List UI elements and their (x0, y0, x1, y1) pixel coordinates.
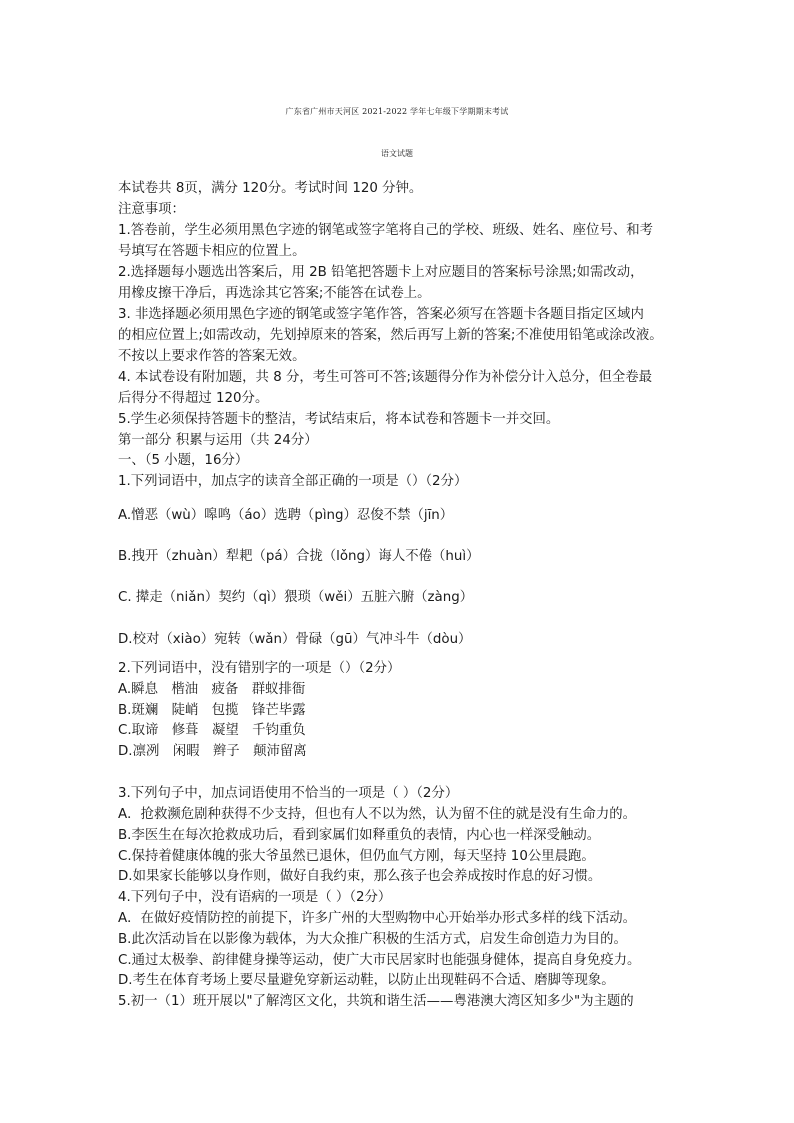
question-3-option-d: D.如果家长能够以身作则，做好自我约束，那么孩子也会养成按时作息的好习惯。 (118, 869, 602, 884)
part-1-heading: 第一部分 积累与运用（共 24分） (118, 433, 318, 448)
question-3-option-a: A．抢救濒危剧种获得不少支持，但也有人不以为然，认为留不住的就是没有生命力的。 (118, 807, 637, 822)
question-2: 2.下列词语中，没有错别字的一项是（）（2分） (118, 661, 401, 676)
question-4-option-c: C.通过太极拳、韵律健身操等运动，使广大市民居家时也能强身健体，提高自身免疫力。 (118, 953, 641, 968)
notice-3-line-3: 不按以上要求作答的答案无效。 (118, 349, 306, 364)
question-4-option-a: A．在做好疫情防控的前提下，许多广州的大型购物中心开始举办形式多样的线下活动。 (118, 911, 637, 926)
exam-title: 广东省广州市天河区 2021-2022 学年七年级下学期期末考试 (285, 107, 509, 116)
notice-2-line-2: 用橡皮擦干净后，再选涂其它答案;不能答在试卷上。 (118, 286, 431, 301)
question-4-option-b: B.此次活动旨在以影像为载体，为大众推广积极的生活方式，启发生命创造力为目的。 (118, 932, 627, 947)
question-4-option-d: D.考生在体育考场上要尽量避免穿新运动鞋，以防止出现鞋码不合适、磨脚等现象。 (118, 973, 615, 988)
exam-subtitle: 语文试题 (381, 149, 413, 158)
question-4: 4.下列句子中，没有语病的一项是（ ）（2分） (118, 890, 392, 905)
question-1: 1.下列词语中，加点字的读音全部正确的一项是（）（2分） (118, 474, 468, 489)
question-3: 3.下列句子中，加点词语使用不恰当的一项是（ ）（2分） (118, 786, 459, 801)
notice-4-line-2: 后得分不得超过 120分。 (118, 391, 269, 406)
notice-1-line-2: 号填写在答题卡相应的位置上。 (118, 244, 306, 259)
question-3-option-b: B.李医生在每次抢救成功后，看到家属们如释重负的表情，内心也一样深受触动。 (118, 828, 601, 843)
question-1-option-b: B.拽开（zhuàn）犁耙（pá）合拢（lǒng）诲人不倦（huì） (118, 549, 480, 564)
notice-4-line-1: 4. 本试卷设有附加题，共 8 分，考生可答可不答;该题得分作为补偿分计入总分，但全卷最 (118, 370, 653, 385)
notice-5: 5.学生必须保持答题卡的整洁，考试结束后，将本试卷和答题卡一并交回。 (118, 412, 560, 427)
question-1-option-a: A.憎恶（wù）嗥鸣（áo）选聘（pìng）忍俊不禁（jīn） (118, 508, 454, 523)
question-1-option-d: D.校对（xiào）宛转（wǎn）骨碌（gū）气冲斗牛（dòu） (118, 632, 472, 647)
question-3-option-c: C.保持着健康体魄的张大爷虽然已退休，但仍血气方刚，每天坚持 10公里晨跑。 (118, 849, 595, 864)
notice-2-line-1: 2.选择题每小题选出答案后，用 2B 铅笔把答题卡上对应题目的答案标号涂黑;如需改动， (118, 265, 644, 280)
exam-info: 本试卷共 8页，满分 120分。考试时间 120 分钟。 (118, 181, 423, 196)
notice-3-line-1: 3. 非选择题必须用黑色字迹的钢笔或签字笔作答，答案必须写在答题卡各题目指定区域内 (118, 307, 644, 322)
notice-heading: 注意事项： (118, 202, 185, 217)
notice-3-line-2: 的相应位置上;如需改动，先划掉原来的答案，然后再写上新的答案;不准使用铅笔或涂改液。 (118, 328, 663, 343)
question-2-option-b: B.斑斓 陡峭 包揽 锋芒毕露 (118, 703, 306, 718)
question-1-option-c: C. 撵走（niǎn）契约（qì）猥琐（wěi）五脏六腑（zàng） (118, 590, 474, 605)
notice-1-line-1: 1.答卷前，学生必须用黑色字迹的钢笔或签字笔将自己的学校、班级、姓名、座位号、和考 (118, 223, 654, 238)
question-5: 5.初一（1）班开展以"了解湾区文化，共筑和谐生活——粤港澳大湾区知多少"为主题的 (118, 994, 634, 1009)
question-2-option-a: A.瞬息 楷油 疲备 群蚁排衙 (118, 682, 306, 697)
question-2-option-d: D.凛冽 闲暇 辫子 颠沛留离 (118, 744, 307, 759)
question-2-option-c: C.取谛 修葺 凝望 千钧重负 (118, 723, 306, 738)
section-1-heading: 一、（5 小题，16分） (118, 453, 249, 468)
